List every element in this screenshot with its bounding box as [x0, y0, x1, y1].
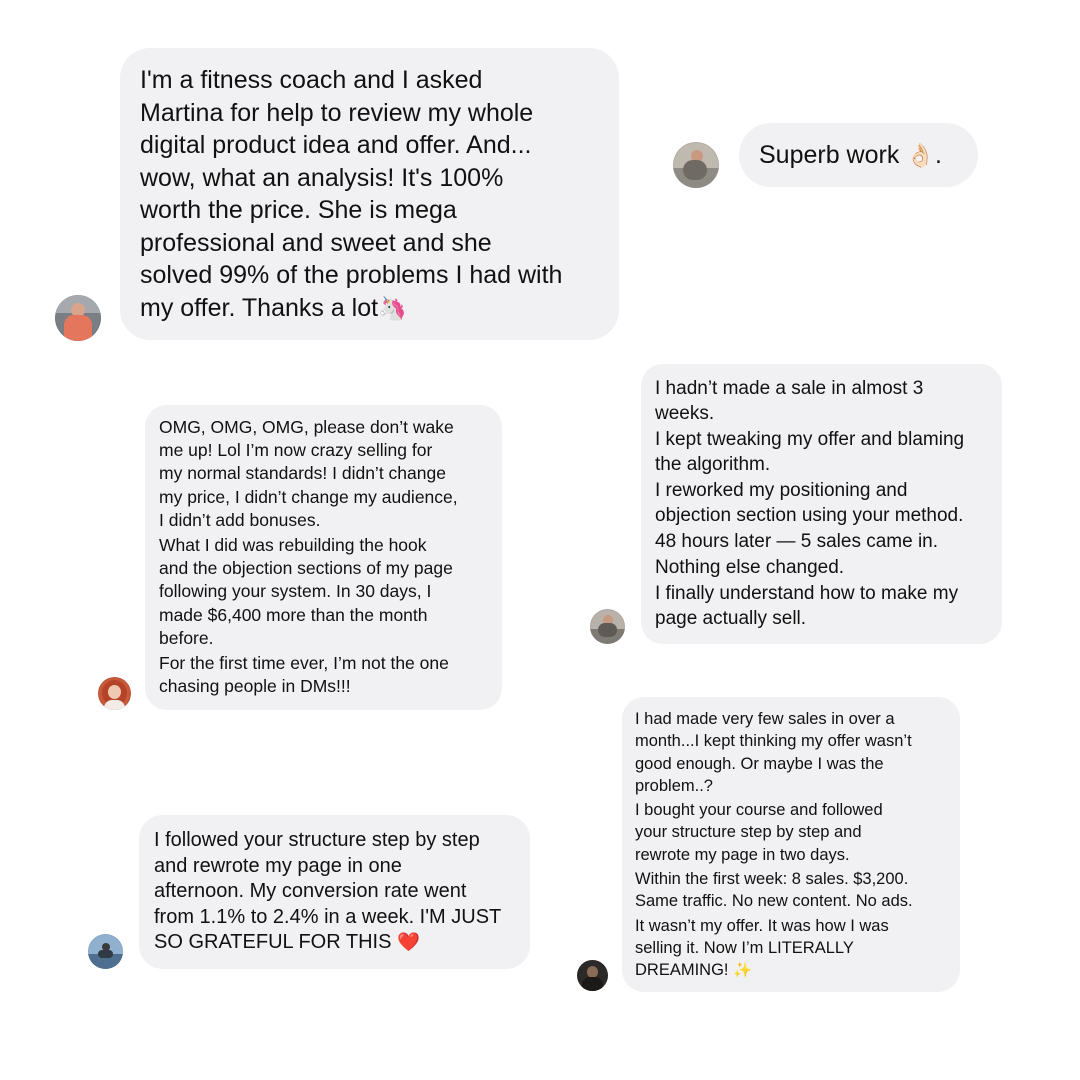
message-line: I hadn’t made a sale in almost 3	[655, 378, 924, 399]
message-line: and the objection sections of my page	[159, 558, 453, 579]
message-line: I'm a fitness coach and I asked	[140, 66, 483, 94]
message-bubble	[145, 405, 502, 710]
message-line: Martina for help to review my whole	[140, 98, 534, 127]
message-punctuation: .	[934, 141, 942, 169]
avatar[interactable]	[577, 960, 608, 991]
message-bubble	[622, 697, 960, 992]
message-line: following your system. In 30 days, I	[159, 581, 432, 602]
message-line: I followed your structure step by step	[154, 829, 480, 851]
avatar[interactable]	[590, 609, 625, 644]
message-line: I reworked my positioning and	[655, 480, 908, 501]
message-line: made $6,400 more than the month	[159, 604, 428, 625]
message-line: from 1.1% to 2.4% in a week. I'M JUST	[154, 905, 502, 928]
message-text: Superb work	[759, 141, 900, 169]
message-line: worth the price. She is mega	[140, 196, 457, 224]
message-line: I had made very few sales in over a	[635, 710, 895, 728]
message-line: selling it. Now I’m LITERALLY	[635, 938, 854, 957]
message-line: weeks.	[655, 403, 715, 424]
message-line: the algorithm.	[655, 454, 771, 475]
unicorn-emoji: 🦄	[378, 295, 407, 322]
avatar[interactable]	[98, 677, 131, 710]
message-line: What I did was rebuilding the hook	[159, 535, 427, 556]
message-line: wow, what an analysis! It's 100%	[140, 163, 504, 192]
message-line: I kept tweaking my offer and blaming	[655, 429, 965, 450]
message-line: afternoon. My conversion rate went	[154, 880, 467, 903]
message-text: my offer. Thanks a lot	[140, 293, 379, 322]
message-line: professional and sweet and she	[140, 228, 492, 257]
message-line: Nothing else changed.	[655, 557, 845, 578]
avatar[interactable]	[55, 295, 101, 341]
avatar[interactable]	[673, 142, 719, 188]
message-line: For the first time ever, I’m not the one	[159, 653, 449, 674]
message-line: I didn’t add bonuses.	[159, 509, 321, 530]
red-heart-emoji: ❤️	[397, 932, 420, 954]
message-line: Within the first week: 8 sales. $3,200.	[635, 870, 909, 889]
message-line: rewrote my page in two days.	[635, 845, 850, 864]
message-line: digital product idea and offer. And...	[140, 131, 532, 159]
message-line	[759, 123, 958, 188]
message-line: chasing people in DMs!!!	[159, 676, 351, 697]
message-line: I finally understand how to make my	[655, 583, 959, 604]
avatar[interactable]	[88, 934, 123, 969]
message-bubble	[120, 48, 619, 340]
message-line	[154, 930, 515, 956]
message-text: DREAMING!	[635, 961, 729, 980]
message-text: SO GRATEFUL FOR THIS	[154, 931, 392, 954]
message-bubble	[739, 123, 978, 187]
message-line: your structure step by step and	[635, 823, 862, 842]
message-line	[140, 292, 599, 326]
message-line: good enough. Or maybe I was the	[635, 754, 884, 773]
message-line: month...I kept thinking my offer wasn’t	[635, 732, 912, 751]
sparkles-emoji: ✨	[733, 961, 753, 980]
message-line: OMG, OMG, OMG, please don’t wake	[159, 417, 454, 437]
message-line: and rewrote my page in one	[154, 854, 402, 877]
message-bubble	[641, 364, 1002, 644]
message-line: before.	[159, 627, 214, 648]
message-line: I bought your course and followed	[635, 801, 883, 820]
message-line: problem..?	[635, 776, 713, 795]
message-line: solved 99% of the problems I had with	[140, 261, 563, 289]
message-line: It wasn’t my offer. It was how I was	[635, 916, 889, 935]
message-line	[635, 959, 947, 981]
message-line: objection section using your method.	[655, 505, 964, 526]
message-line: 48 hours later — 5 sales came in.	[655, 531, 939, 552]
message-line: page actually sell.	[655, 608, 807, 629]
message-line: my price, I didn’t change my audience,	[159, 486, 458, 507]
ok-hand-emoji: 👌🏻	[906, 143, 935, 169]
message-line: me up! Lol I’m now crazy selling for	[159, 440, 433, 461]
message-bubble	[139, 815, 530, 969]
message-line: Same traffic. No new content. No ads.	[635, 892, 913, 911]
message-line: my normal standards! I didn’t change	[159, 463, 446, 484]
